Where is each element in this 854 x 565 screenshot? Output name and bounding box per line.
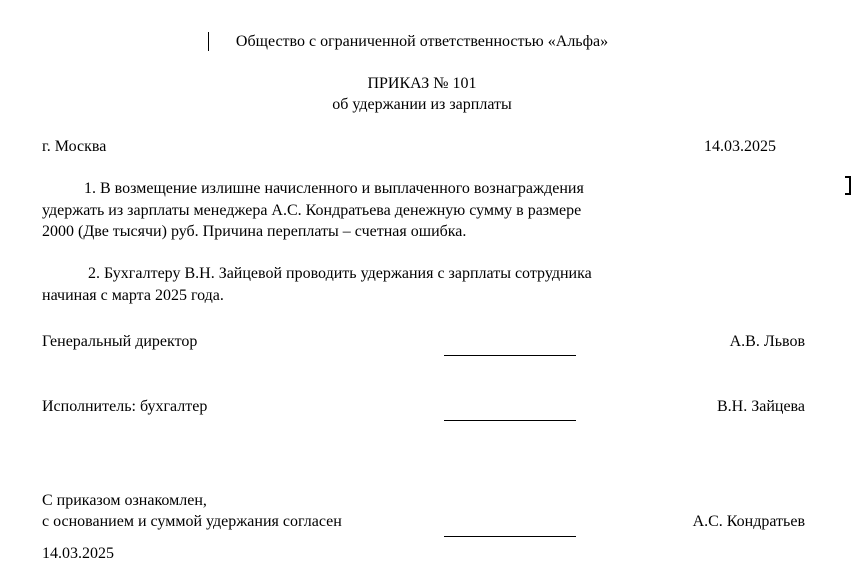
paragraph-1-line-1: 1. В возмещение излишне начисленного и выплаченного вознаграждения bbox=[84, 180, 584, 197]
paragraph-1-line-2: удержать из зарплаты менеджера А.С. Кондратьева денежную сумму в размере bbox=[42, 202, 582, 219]
accountant-signature-line bbox=[444, 420, 576, 421]
employee-name: А.С. Кондратьев bbox=[692, 513, 805, 530]
director-signature-line bbox=[444, 355, 576, 356]
organization-name: Общество с ограниченной ответственностью «Альфа» bbox=[235, 33, 609, 50]
order-date: 14.03.2025 bbox=[704, 138, 776, 155]
accountant-name: В.Н. Зайцева bbox=[716, 398, 805, 415]
director-title: Генеральный директор bbox=[42, 333, 198, 350]
side-bracket-marker bbox=[845, 176, 851, 195]
acknowledgement-date: 14.03.2025 bbox=[42, 545, 114, 562]
acknowledgement-line-1: С приказом ознакомлен, bbox=[42, 492, 207, 509]
employee-signature-line bbox=[444, 536, 576, 537]
order-subject: об удержании из зарплаты bbox=[332, 96, 512, 113]
order-title: ПРИКАЗ № 101 bbox=[367, 75, 477, 92]
accountant-title: Исполнитель: бухгалтер bbox=[42, 398, 208, 415]
director-name: А.В. Львов bbox=[729, 333, 805, 350]
acknowledgement-line-2: с основанием и суммой удержания согласен bbox=[42, 513, 342, 530]
paragraph-2-line-1: 2. Бухгалтеру В.Н. Зайцевой проводить удержания с зарплаты сотрудника bbox=[88, 265, 592, 282]
paragraph-1-line-3: 2000 (Две тысячи) руб. Причина переплаты – счетная ошибка. bbox=[42, 223, 467, 240]
city: г. Москва bbox=[42, 138, 107, 155]
paragraph-2-line-2: начиная с марта 2025 года. bbox=[42, 287, 224, 304]
